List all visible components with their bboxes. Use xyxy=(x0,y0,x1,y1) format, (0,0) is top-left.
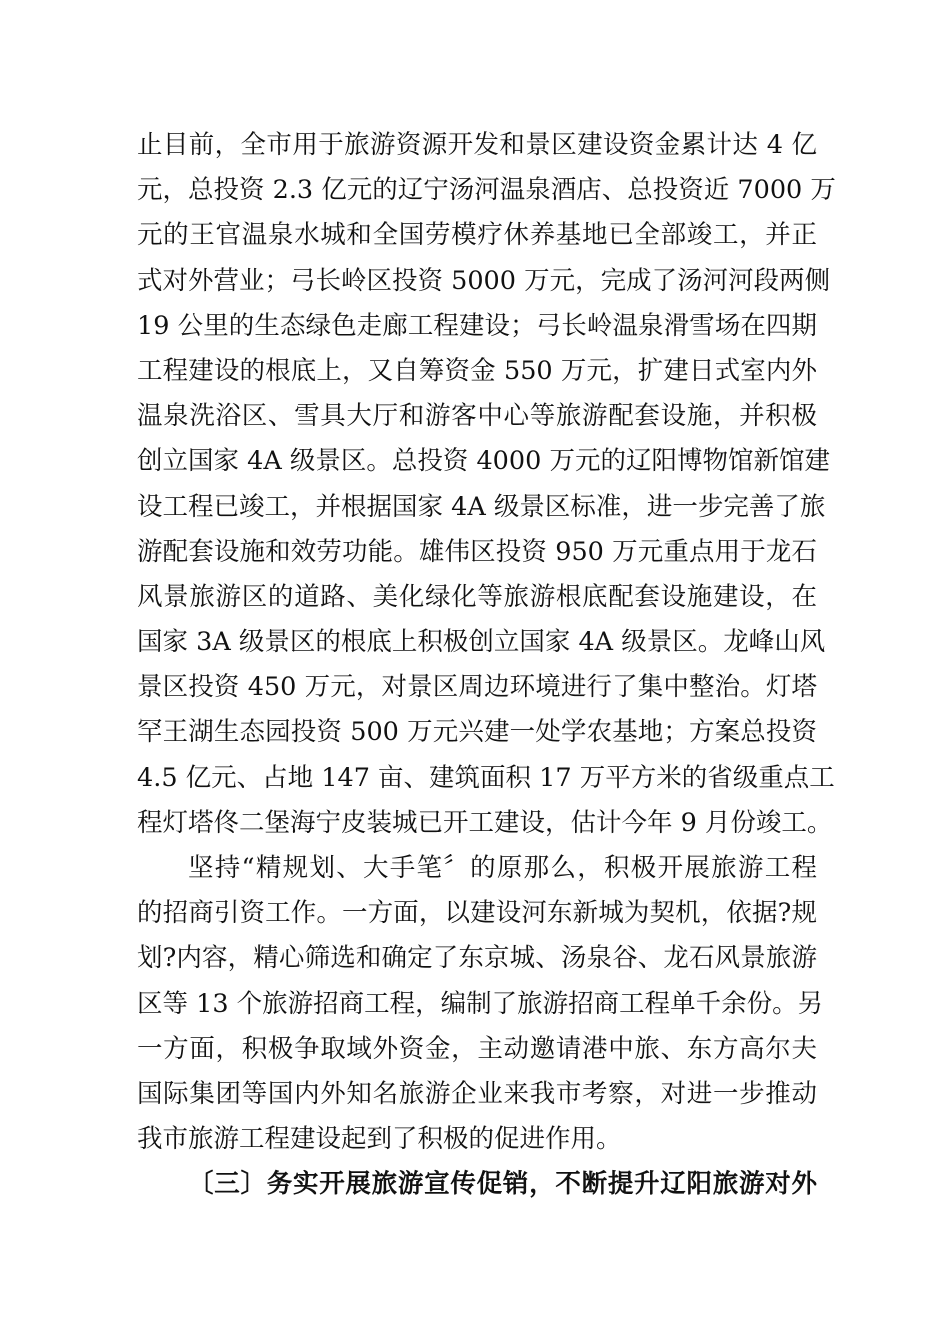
text-line: 国际集团等国内外知名旅游企业来我市考察，对进一步推动 xyxy=(137,1078,817,1109)
text-line: 坚持“精规划、大手笔〞的原那么，积极开展旅游工程 xyxy=(188,853,817,883)
text-line: 区等 13 个旅游招商工程，编制了旅游招商工程单千余份。另 xyxy=(137,988,824,1019)
text-line: 设工程已竣工，并根据国家 4A 级景区标准，进一步完善了旅 xyxy=(137,491,826,522)
section-heading xyxy=(137,1162,817,1207)
text-line: 19 公里的生态绿色走廊工程建设；弓长岭温泉滑雪场在四期 xyxy=(137,310,817,341)
text-line: 创立国家 4A 级景区。总投资 4000 万元的辽阳博物馆新馆建 xyxy=(137,446,830,477)
text-line: 一方面，积极争取域外资金，主动邀请港中旅、东方高尔夫 xyxy=(137,1033,817,1064)
text-line: 温泉洗浴区、雪具大厅和游客中心等旅游配套设施，并积极 xyxy=(137,401,817,432)
text-line: 元，总投资 2.3 亿元的辽宁汤河温泉酒店、总投资近 7000 万 xyxy=(137,175,836,206)
text-line: 4.5 亿元、占地 147 亩、建筑面积 17 万平方米的省级重点工 xyxy=(137,762,835,793)
paragraph-investment xyxy=(137,123,836,846)
text-line: 国家 3A 级景区的根底上积极创立国家 4A 级景区。龙峰山风 xyxy=(137,627,826,658)
text-line: 式对外营业；弓长岭区投资 5000 万元，完成了汤河河段两侧 xyxy=(137,265,831,296)
paragraph-investment-promotion xyxy=(137,846,824,1162)
text-line: 风景旅游区的道路、美化绿化等旅游根底配套设施建设，在 xyxy=(137,581,817,612)
document-body xyxy=(137,123,836,1208)
text-line: 划?内容，精心筛选和确定了东京城、汤泉谷、龙石风景旅游 xyxy=(137,943,817,974)
text-line: 元的王官温泉水城和全国劳模疗休养基地已全部竣工，并正 xyxy=(137,220,817,251)
text-line: 的招商引资工作。一方面，以建设河东新城为契机，依据?规 xyxy=(137,898,817,929)
text-line: 景区投资 450 万元，对景区周边环境进行了集中整治。灯塔 xyxy=(137,672,817,703)
text-line: 我市旅游工程建设起到了积极的促进作用。 xyxy=(137,1124,622,1155)
text-line: 止目前，全市用于旅游资源开发和景区建设资金累计达 4 亿 xyxy=(137,130,817,160)
heading-line: 〔三〕务实开展旅游宣传促销，不断提升辽阳旅游对外 xyxy=(188,1169,817,1200)
text-line: 罕王湖生态园投资 500 万元兴建一处学农基地；方案总投资 xyxy=(137,717,817,748)
text-line: 程灯塔佟二堡海宁皮装城已开工建设，估计今年 9 月份竣工。 xyxy=(137,807,833,838)
text-line: 工程建设的根底上，又自筹资金 550 万元，扩建日式室内外 xyxy=(137,355,817,386)
text-line: 游配套设施和效劳功能。雄伟区投资 950 万元重点用于龙石 xyxy=(137,536,817,567)
